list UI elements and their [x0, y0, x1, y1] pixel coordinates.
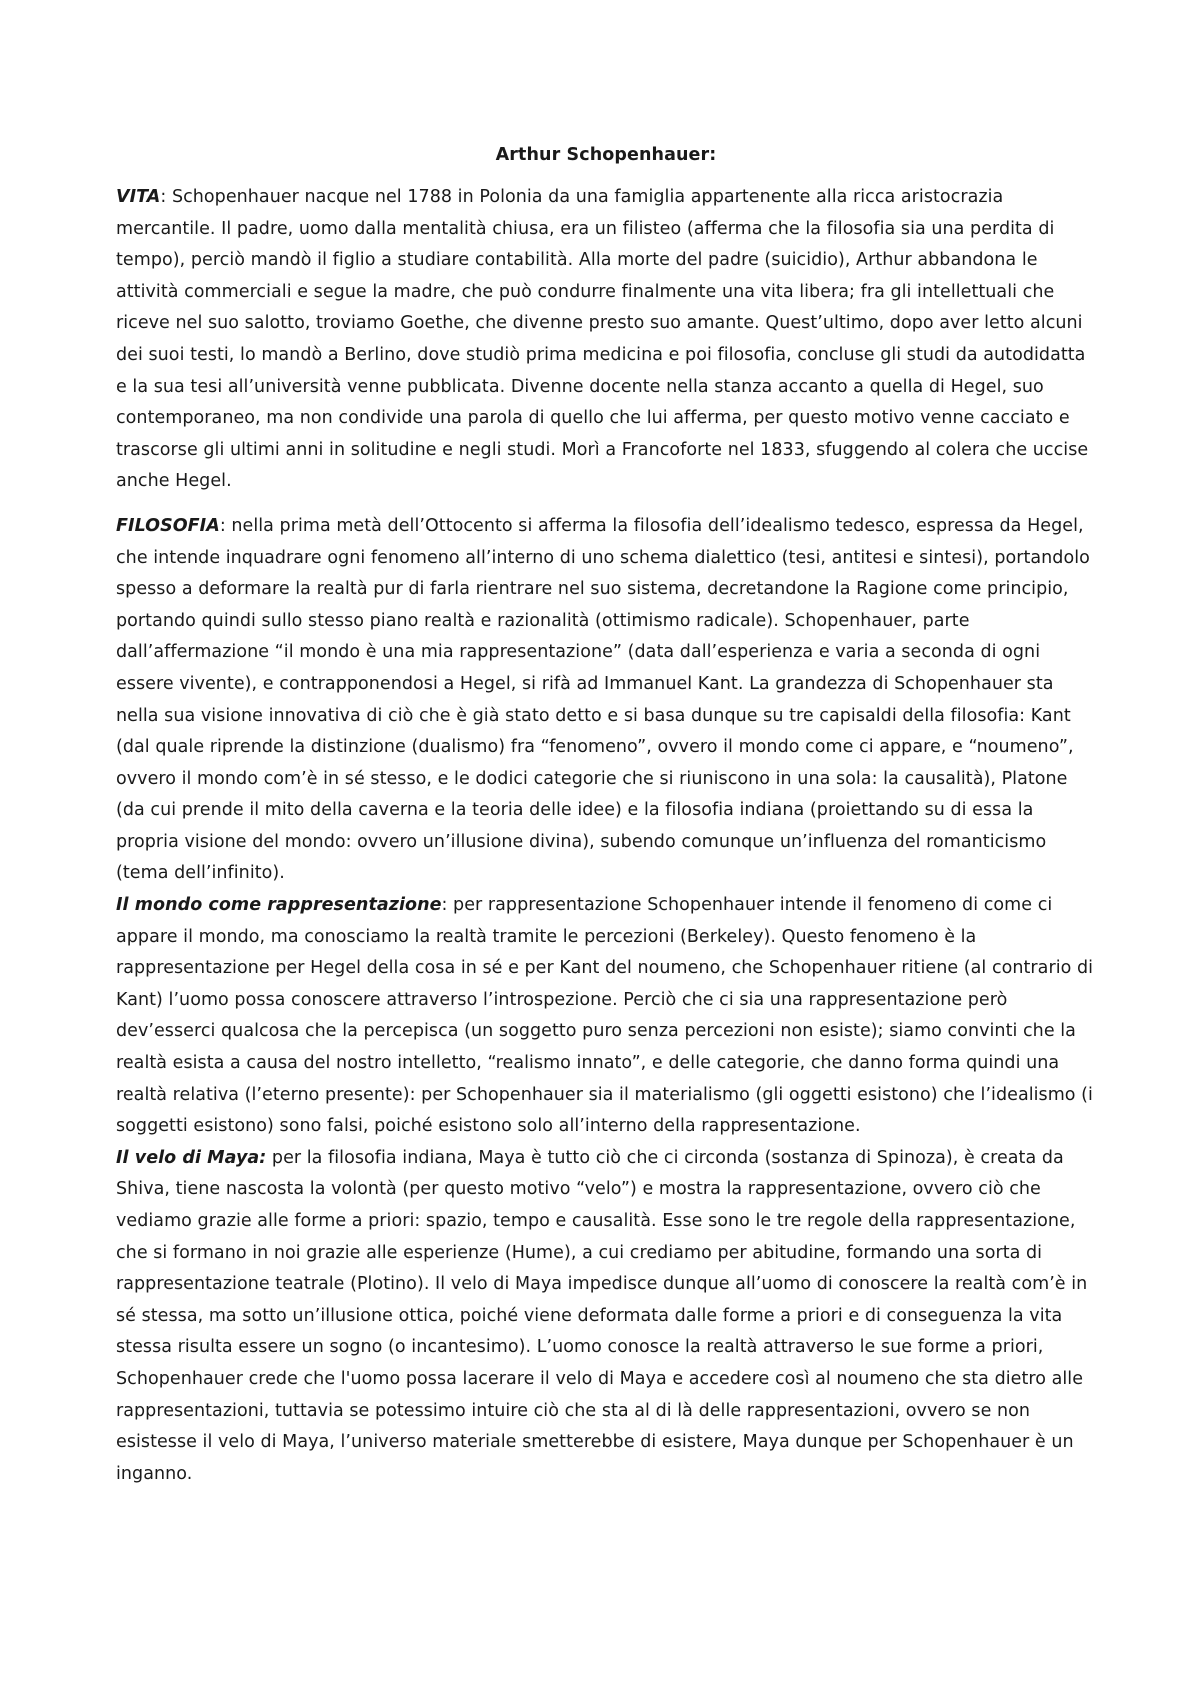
- paragraph-vita-text: : Schopenhauer nacque nel 1788 in Polonia da una famiglia appartenente alla ricca aristocrazia mercantile. Il padre, uomo dalla mentalità chiusa, era un filisteo (afferma che la filosofia sia una perdita di tempo), perciò mandò il figlio a studiare contabilità. Alla morte del padre (suicidio), Arthur abbandona le attività commerciali e segue la madre, che può condurre finalmente una vita libera; fra gli intellettuali che riceve nel suo salotto, troviamo Goethe, che divenne presto suo amante. Quest’ultimo, dopo aver letto alcuni dei suoi testi, lo mandò a Berlino, dove studiò prima medicina e poi filosofia, concluse gli studi da autodidatta e la sua tesi all’università venne pubblicata. Divenne docente nella stanza accanto a quella di Hegel, suo contemporaneo, ma non condivide una parola di quello che lui afferma, per questo motivo venne cacciato e trascorse gli ultimi anni in solitudine e negli studi. Morì a Francoforte nel 1833, sfuggendo al colera che uccise anche Hegel.: [116, 187, 1089, 492]
- paragraph-velo-maya-text: per la filosofia indiana, Maya è tutto ciò che ci circonda (sostanza di Spinoza), è creata da Shiva, tiene nascosta la volontà (per questo motivo “velo”) e mostra la rappresentazione, ovvero ciò che vediamo grazie alle forme a priori: spazio, tempo e causalità. Esse sono le tre regole della rappresentazione, che si formano in noi grazie alle esperienze (Hume), a cui crediamo per abitudine, formando una sorta di rappresentazione teatrale (Plotino). Il velo di Maya impedisce dunque all’uomo di conoscere la realtà com’è in sé stessa, ma sotto un’illusione ottica, poiché viene deformata dalle forme a priori e di conseguenza la vita stessa risulta essere un sogno (o incantesimo). L’uomo conosce la realtà attraverso le sue forme a priori, Schopenhauer crede che l'uomo possa lacerare il velo di Maya e accedere così al noumeno che sta dietro alle rappresentazioni, tuttavia se potessimo intuire ciò che sta al di là delle rappresentazioni, ovvero se non esistesse il velo di Maya, l’universo materiale smetterebbe di esistere, Maya dunque per Schopenhauer è un inganno.: [116, 1147, 1088, 1484]
- paragraph-vita: [116, 182, 1096, 498]
- paragraph-filosofia-text: : nella prima metà dell’Ottocento si afferma la filosofia dell’idealismo tedesco, espressa da Hegel, che intende inquadrare ogni fenomeno all’interno di uno schema dialettico (tesi, antitesi e sintesi), portandolo spesso a deformare la realtà pur di farla rientrare nel suo sistema, decretandone la Ragione come principio, portando quindi sullo stesso piano realtà e razionalità (ottimismo radicale). Schopenhauer, parte dall’affermazione “il mondo è una mia rappresentazione” (data dall’esperienza e varia a seconda di ogni essere vivente), e contrapponendosi a Hegel, si rifà ad Immanuel Kant. La grandezza di Schopenhauer sta nella sua visione innovativa di ciò che è già stato detto e si basa dunque su tre capisaldi della filosofia: Kant (dal quale riprende la distinzione (dualismo) fra “fenomeno”, ovvero il mondo come ci appare, e “noumeno”, ovvero il mondo com’è in sé stesso, e le dodici categorie che si riuniscono in una sola: la causalità), Platone (da cui prende il mito della caverna e la teoria delle idee) e la filosofia indiana (proiettando su di essa la propria visione del mondo: ovvero un’illusione divina), subendo comunque un’influenza del romanticismo (tema dell’infinito).: [116, 515, 1090, 884]
- section-label-velo-maya: Il velo di Maya:: [116, 1147, 267, 1168]
- paragraph-mondo-rappresentazione: [116, 890, 1096, 1143]
- document-page: [116, 140, 1096, 1490]
- section-label-vita: VITA: [116, 187, 161, 207]
- paragraph-velo-maya: [116, 1143, 1096, 1491]
- section-label-filosofia: FILOSOFIA: [116, 515, 220, 536]
- paragraph-filosofia: [116, 511, 1096, 890]
- paragraph-mondo-rappresentazione-text: : per rappresentazione Schopenhauer intende il fenomeno di come ci appare il mondo, ma conosciamo la realtà tramite le percezioni (Berkeley). Questo fenomeno è la rappresentazione per Hegel della cosa in sé e per Kant del noumeno, che Schopenhauer ritiene (al contrario di Kant) l’uomo possa conoscere attraverso l’introspezione. Perciò che ci sia una rappresentazione però dev’esserci qualcosa che la percepisca (un soggetto puro senza percezioni non esiste); siamo convinti che la realtà esista a causa del nostro intelletto, “realismo innato”, e delle categorie, che danno forma quindi una realtà relativa (l’eterno presente): per Schopenhauer sia il materialismo (gli oggetti esistono) che l’idealismo (i soggetti esistono) sono falsi, poiché esistono solo all’interno della rappresentazione.: [116, 895, 1094, 1137]
- document-title: Arthur Schopenhauer:: [495, 145, 717, 165]
- section-label-mondo-rappresentazione: Il mondo come rappresentazione: [116, 895, 442, 916]
